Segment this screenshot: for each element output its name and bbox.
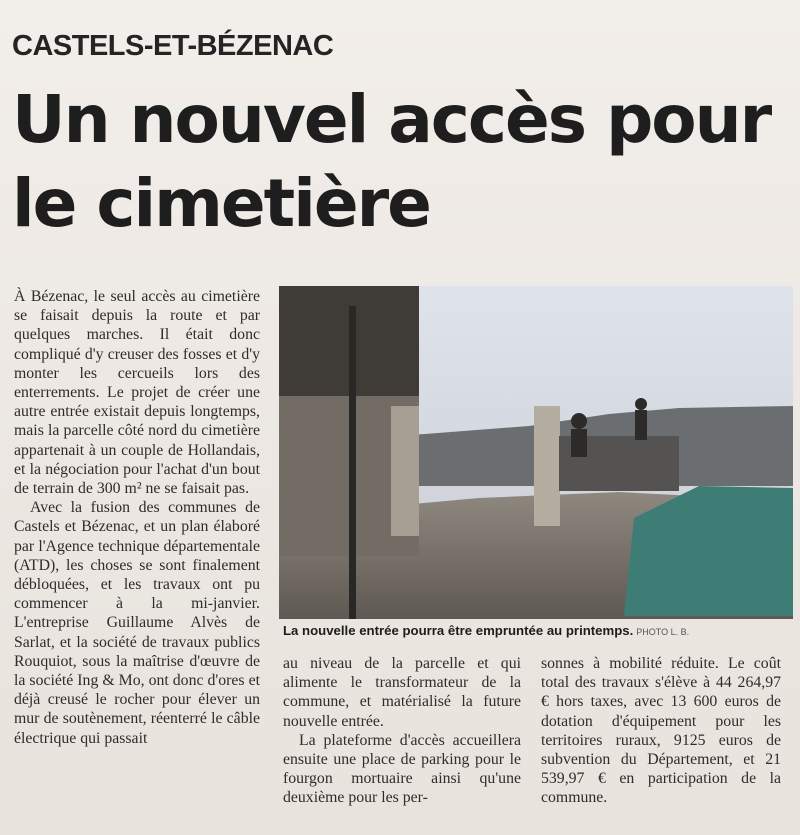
caption-text: La nouvelle entrée pourra être empruntée au printemps. [283,623,634,638]
paragraph: Avec la fusion des communes de Castels et Bézenac, et un plan élaboré par l'Agence technique départementale (ATD), les choses se sont finalement débloquées, et les travaux ont pu commencer à la mi-janvier. L'entreprise Guillaume Alvès de Sarlat, et la société de travaux publics Rouquiot, sous la maîtrise d'œuvre de la société Ing & Mo, ont donc d'ores et déjà creusé le rocher pour élever un mur de soutènement, réenterré le câble électrique qui passait [14,499,260,747]
paragraph: À Bézenac, le seul accès au cimetière se faisait depuis la route et par quelques marches. Il était donc compliqué d'y creuser des fosses et d'y monter les cercueils lors des enterrements. Le projet de créer une autre entrée existait depuis longtemps, mais la parcelle côté nord du cimetière appartenait à un couple de Hollandais, et la négociation pour l'achat d'un bout de terrain de 300 m² ne se faisait pas. [14,288,260,498]
paragraph: La plateforme d'accès accueillera ensuite une place de parking pour le fourgon mortuaire ainsi qu'une deuxième pour les per- [283,731,521,807]
article-column-1 [14,287,260,748]
photo-caption [283,623,793,638]
cemetery-construction-photo [279,286,793,619]
article-column-2 [283,654,521,808]
article-photo [279,286,793,619]
article-column-3 [541,654,781,808]
paragraph: sonnes à mobilité réduite. Le coût total des travaux s'élève à 44 264,97 € hors taxes, avec 13 600 euros de dotation d'équipement pour les territoires ruraux, 9125 euros de subvention du Département, et 21 539,97 € en participation de la commune. [541,655,781,807]
photo-credit: PHOTO L. B. [636,627,690,637]
article-kicker: CASTELS-ET-BÉZENAC [12,30,334,62]
article-headline: Un nouvel accès pour le cimetière [12,81,771,242]
paragraph: au niveau de la parcelle et qui alimente le transformateur de la commune, et matérialisé la future nouvelle entrée. [283,655,521,730]
